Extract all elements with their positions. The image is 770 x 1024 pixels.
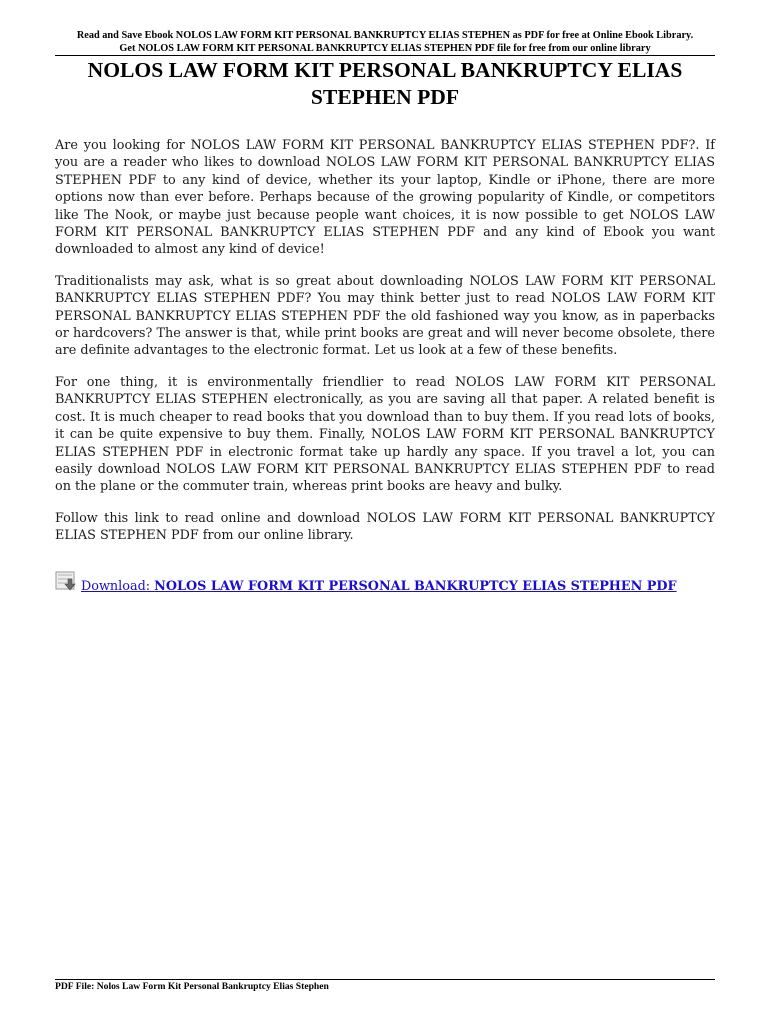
title-line-1: NOLOS LAW FORM KIT PERSONAL BANKRUPTCY ELIAS [87,58,683,82]
page-header [55,29,715,55]
download-icon[interactable] [55,571,77,591]
header-line-2: Get NOLOS LAW FORM KIT PERSONAL BANKRUPTCY ELIAS STEPHEN PDF file for free from our online library [119,43,651,54]
paragraph-4: Follow this link to read online and download NOLOS LAW FORM KIT PERSONAL BANKRUPTCY ELIAS STEPHEN PDF from our online library. [55,510,715,544]
download-title: NOLOS LAW FORM KIT PERSONAL BANKRUPTCY ELIAS STEPHEN PDF [154,579,677,594]
document-body [55,137,715,559]
download-link[interactable] [81,578,677,595]
footer-divider [55,979,715,980]
paragraph-3: For one thing, it is environmentally friendlier to read NOLOS LAW FORM KIT PERSONAL BANKRUPTCY ELIAS STEPHEN electronically, as you are saving all that paper. A related benefit is cost. It is much cheaper to read books that you download than to buy them. If you read lots of books, it can be quite expensive to buy them. Finally, NOLOS LAW FORM KIT PERSONAL BANKRUPTCY ELIAS STEPHEN PDF in electronic format take up hardly any space. If you travel a lot, you can easily download NOLOS LAW FORM KIT PERSONAL BANKRUPTCY ELIAS STEPHEN PDF to read on the plane or the commuter train, whereas print books are heavy and bulky. [55,374,715,495]
paragraph-1: Are you looking for NOLOS LAW FORM KIT PERSONAL BANKRUPTCY ELIAS STEPHEN PDF?. If you are a reader who likes to download NOLOS LAW FORM KIT PERSONAL BANKRUPTCY ELIAS STEPHEN PDF to any kind of device, whether its your laptop, Kindle or iPhone, there are more options now than ever before. Perhaps because of the growing popularity of Kindle, or competitors like The Nook, or maybe just because people want choices, it is now possible to get NOLOS LAW FORM KIT PERSONAL BANKRUPTCY ELIAS STEPHEN PDF and any kind of Ebook you want downloaded to almost any kind of device! [55,138,715,258]
header-divider [55,55,715,56]
page-footer: PDF File: Nolos Law Form Kit Personal Bankruptcy Elias Stephen [55,981,329,992]
download-prefix: Download: [81,579,155,594]
header-line-1: Read and Save Ebook NOLOS LAW FORM KIT PERSONAL BANKRUPTCY ELIAS STEPHEN as PDF for free at Online Ebook Library. [76,30,694,41]
document-title [55,57,715,111]
paragraph-2: Traditionalists may ask, what is so great about downloading NOLOS LAW FORM KIT PERSONAL BANKRUPTCY ELIAS STEPHEN PDF? You may think better just to read NOLOS LAW FORM KIT PERSONAL BANKRUPTCY ELIAS STEPHEN PDF the old fashioned way you know, as in paperbacks or hardcovers? The answer is that, while print books are great and will never become obsolete, there are definite advantages to the electronic format. Let us look at a few of these benefits. [55,273,715,359]
download-row [55,571,715,593]
title-line-2: STEPHEN PDF [310,85,460,109]
